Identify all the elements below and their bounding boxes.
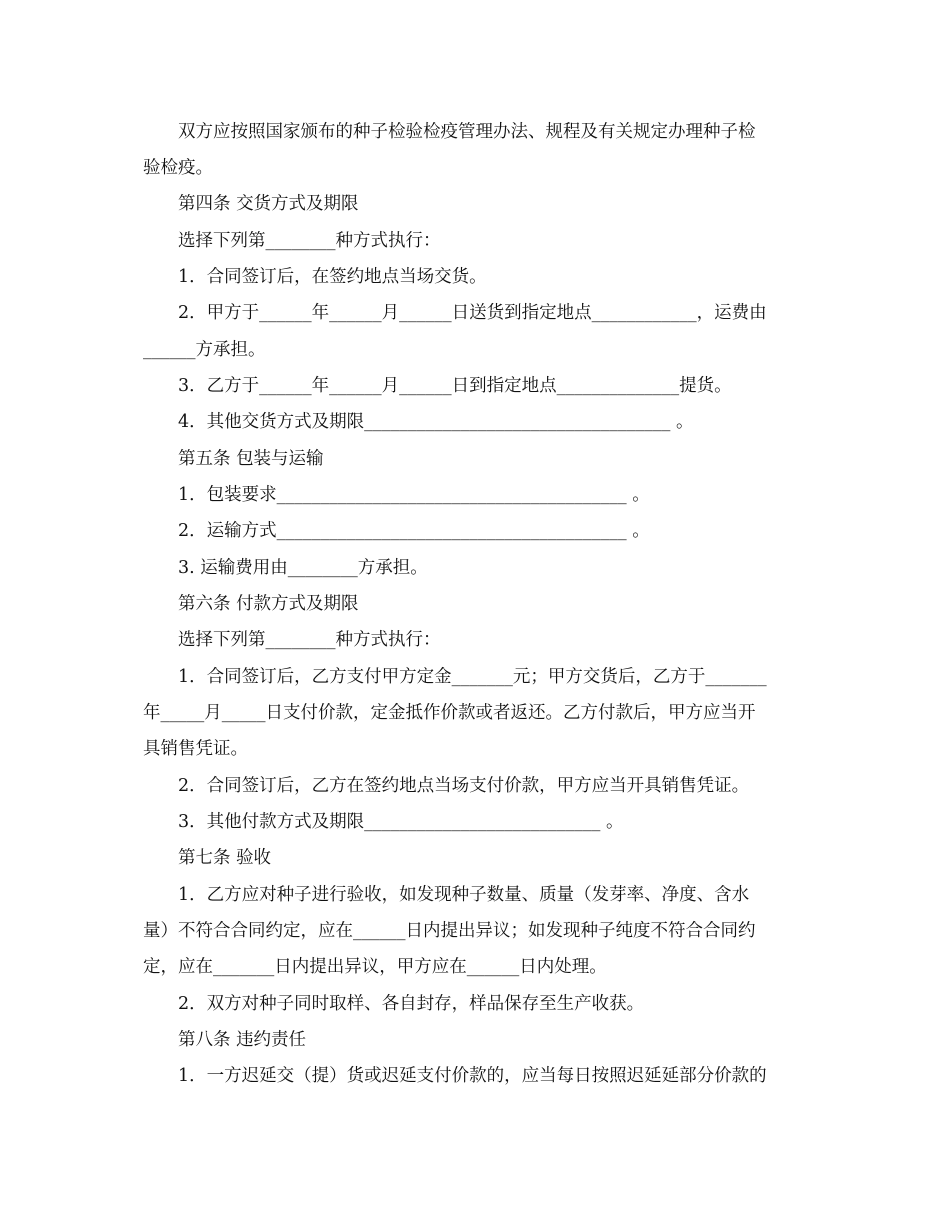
- inspection-item-1-cont: 量）不符合合同约定，应在______日内提出异议；如发现种子纯度不符合合同约: [143, 921, 756, 941]
- payment-option-select: 选择下列第________种方式执行：: [178, 630, 441, 650]
- delivery-item-2-cont: ______方承担。: [143, 340, 266, 360]
- payment-item-1: 1．合同签订后，乙方支付甲方定金_______元；甲方交货后，乙方于_______: [178, 667, 767, 687]
- payment-item-3: 3．其他付款方式及期限___________________________ 。: [178, 812, 624, 832]
- inspection-item-1: 1．乙方应对种子进行验收，如发现种子数量、质量（发芽率、净度、含水: [178, 885, 750, 905]
- payment-item-1-cont-2: 具销售凭证。: [143, 739, 248, 759]
- packing-item-2: 2．运输方式________________________________________ 。: [178, 521, 650, 541]
- delivery-item-4: 4．其他交货方式及期限___________________________________ 。: [178, 412, 694, 432]
- liability-item-1: 1．一方迟延交（提）货或迟延支付价款的，应当每日按照迟延延部分价款的: [178, 1066, 767, 1086]
- delivery-item-3: 3．乙方于______年______月______日到指定地点______________提货。: [178, 376, 732, 396]
- article-4-heading: 第四条 交货方式及期限: [178, 194, 359, 214]
- packing-item-3: 3. 运输费用由________方承担。: [178, 558, 428, 578]
- paragraph-quarantine-cont: 验检疫。: [143, 158, 213, 178]
- paragraph-quarantine: 双方应按照国家颁布的种子检验检疫管理办法、规程及有关规定办理种子检: [178, 122, 756, 142]
- payment-item-2: 2．合同签订后，乙方在签约地点当场支付价款，甲方应当开具销售凭证。: [178, 776, 750, 796]
- article-8-heading: 第八条 违约责任: [178, 1030, 307, 1050]
- article-5-heading: 第五条 包装与运输: [178, 449, 324, 469]
- delivery-option-select: 选择下列第________种方式执行：: [178, 231, 441, 251]
- article-7-heading: 第七条 验收: [178, 848, 272, 868]
- payment-item-1-cont: 年_____月_____日支付价款，定金抵作价款或者返还。乙方付款后，甲方应当开: [143, 703, 756, 723]
- delivery-item-1: 1．合同签订后，在签约地点当场交货。: [178, 267, 487, 287]
- article-6-heading: 第六条 付款方式及期限: [178, 594, 359, 614]
- inspection-item-1-cont-2: 定，应在_______日内提出异议，甲方应在______日内处理。: [143, 957, 607, 977]
- delivery-item-2: 2．甲方于______年______月______日送货到指定地点____________，运费由: [178, 303, 767, 323]
- packing-item-1: 1．包装要求________________________________________ 。: [178, 485, 650, 505]
- inspection-item-2: 2．双方对种子同时取样、各自封存，样品保存至生产收获。: [178, 994, 645, 1014]
